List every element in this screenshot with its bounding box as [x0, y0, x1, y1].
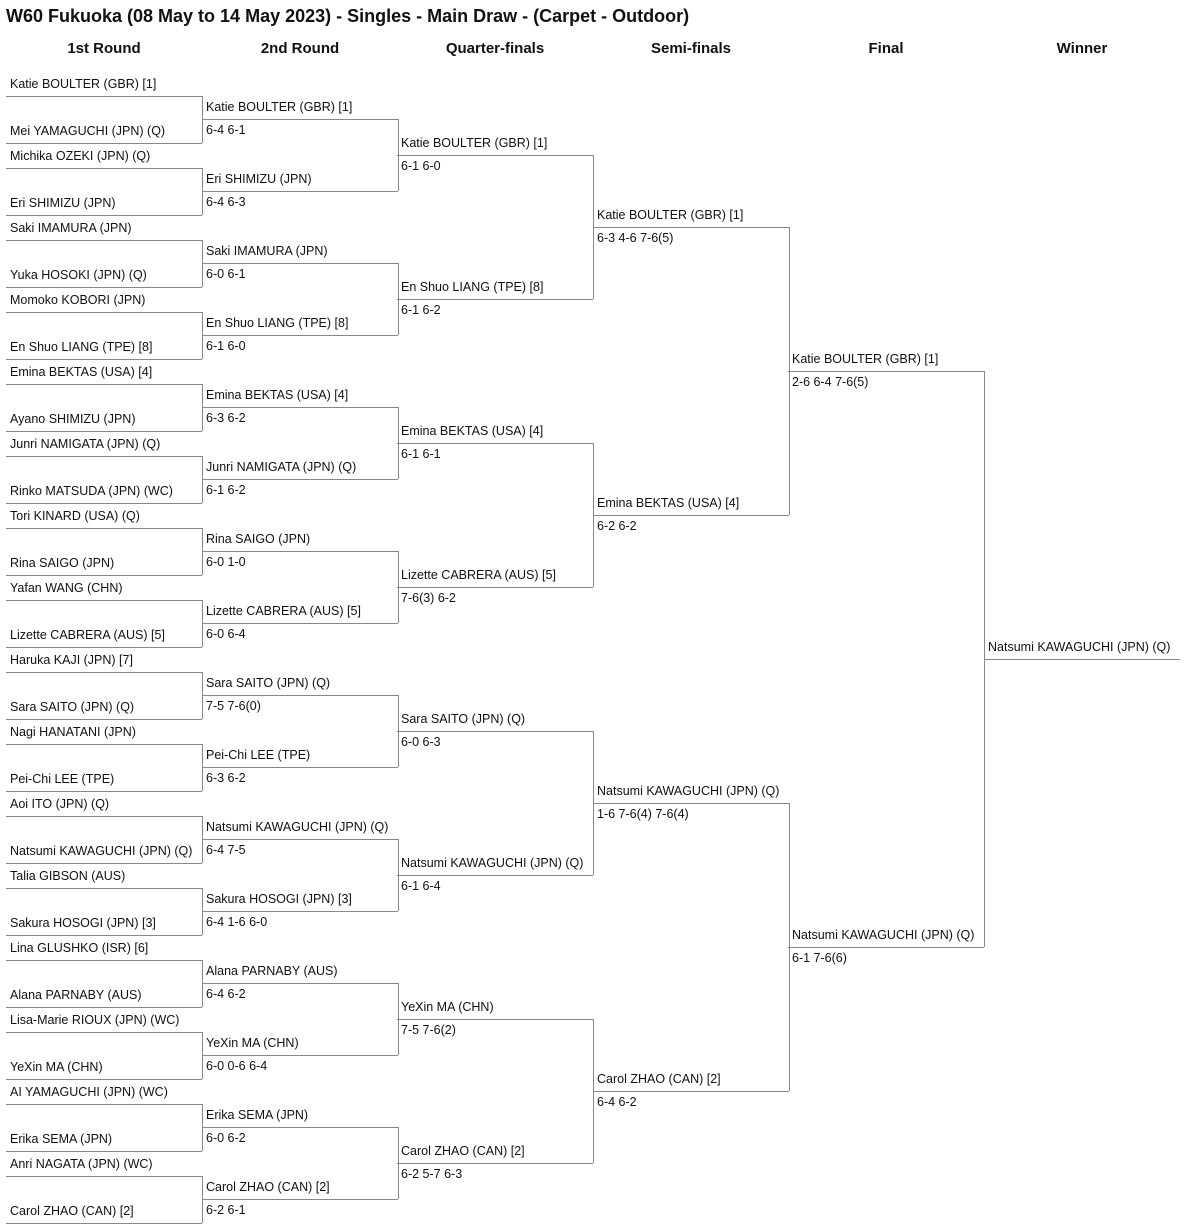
r2-player-name: Katie BOULTER (GBR) [1]	[206, 100, 353, 114]
winner-entry-line	[984, 659, 1180, 660]
r1-entry-line	[6, 863, 202, 864]
r2-entry-line	[202, 191, 398, 192]
r2-match-score: 6-1 6-0	[206, 339, 246, 353]
r2-entry-line	[202, 1199, 398, 1200]
r1-entry-line	[6, 935, 202, 936]
r1-entry-line	[6, 287, 202, 288]
qf-player-name: Natsumi KAWAGUCHI (JPN) (Q)	[401, 856, 584, 870]
qf-match-score: 7-6(3) 6-2	[401, 591, 456, 605]
r1-player-name: Haruka KAJI (JPN) [7]	[10, 652, 133, 667]
qf-player-name: Lizette CABRERA (AUS) [5]	[401, 568, 556, 582]
r1-entry-line	[6, 143, 202, 144]
r1-player-name: Lizette CABRERA (AUS) [5]	[10, 627, 165, 642]
r1-entry-line	[6, 647, 202, 648]
final-match-score: 6-1 7-6(6)	[792, 951, 847, 965]
r1-player-name: Momoko KOBORI (JPN)	[10, 292, 146, 307]
qf-player-name: Sara SAITO (JPN) (Q)	[401, 712, 526, 726]
qf-player-name: En Shuo LIANG (TPE) [8]	[401, 280, 544, 294]
r2-player-name: Natsumi KAWAGUCHI (JPN) (Q)	[206, 820, 389, 834]
r1-player-name: Mei YAMAGUCHI (JPN) (Q)	[10, 123, 166, 138]
r2-match-score: 6-0 6-1	[206, 267, 246, 281]
r1-player-name: Emina BEKTAS (USA) [4]	[10, 364, 153, 379]
r1-entry-line	[6, 960, 202, 961]
winner-player-name: Natsumi KAWAGUCHI (JPN) (Q)	[988, 640, 1171, 654]
qf-match-score: 6-1 6-0	[401, 159, 441, 173]
r1-entry-line	[6, 888, 202, 889]
r1-player-name: Michika OZEKI (JPN) (Q)	[10, 148, 151, 163]
r2-entry-line	[202, 479, 398, 480]
r2-match-score: 6-1 6-2	[206, 483, 246, 497]
r1-entry-line	[6, 528, 202, 529]
sf-player-name: Natsumi KAWAGUCHI (JPN) (Q)	[597, 784, 780, 798]
r2-match-score: 6-0 0-6 6-4	[206, 1059, 268, 1073]
sf-match-score: 1-6 7-6(4) 7-6(4)	[597, 807, 689, 821]
r2-match-score: 6-0 6-4	[206, 627, 246, 641]
r1-entry-line	[6, 600, 202, 601]
sf-player-name: Katie BOULTER (GBR) [1]	[597, 208, 744, 222]
r1-player-name: Sakura HOSOGI (JPN) [3]	[10, 915, 156, 930]
qf-entry-line	[397, 443, 593, 444]
r1-player-name: Lisa-Marie RIOUX (JPN) (WC)	[10, 1012, 180, 1027]
r1-player-name: Alana PARNABY (AUS)	[10, 987, 142, 1002]
final-entry-line	[788, 947, 984, 948]
r2-match-score: 6-4 6-2	[206, 987, 246, 1001]
r2-player-name: Sara SAITO (JPN) (Q)	[206, 676, 331, 690]
r2-player-name: En Shuo LIANG (TPE) [8]	[206, 316, 349, 330]
r2-match-score: 6-4 1-6 6-0	[206, 915, 268, 929]
qf-entry-line	[397, 299, 593, 300]
qf-entry-line	[397, 875, 593, 876]
r1-player-name: Nagi HANATANI (JPN)	[10, 724, 136, 739]
final-player-name: Katie BOULTER (GBR) [1]	[792, 352, 939, 366]
r2-player-name: Carol ZHAO (CAN) [2]	[206, 1180, 330, 1194]
qf-match-score: 6-0 6-3	[401, 735, 441, 749]
r1-player-name: Tori KINARD (USA) (Q)	[10, 508, 140, 523]
r2-player-name: Erika SEMA (JPN)	[206, 1108, 309, 1122]
r1-entry-line	[6, 168, 202, 169]
round-header-semi-finals: Semi-finals	[650, 40, 732, 57]
r1-entry-line	[6, 672, 202, 673]
r2-player-name: Junri NAMIGATA (JPN) (Q)	[206, 460, 357, 474]
r1-entry-line	[6, 240, 202, 241]
r2-match-score: 6-3 6-2	[206, 411, 246, 425]
r1-player-name: Saki IMAMURA (JPN)	[10, 220, 132, 235]
r1-player-name: Natsumi KAWAGUCHI (JPN) (Q)	[10, 843, 193, 858]
r1-entry-line	[6, 1223, 202, 1224]
r1-entry-line	[6, 1104, 202, 1105]
r2-entry-line	[202, 263, 398, 264]
r2-match-score: 6-2 6-1	[206, 1203, 246, 1217]
r2-player-name: Pei-Chi LEE (TPE)	[206, 748, 311, 762]
r1-entry-line	[6, 1007, 202, 1008]
qf-entry-line	[397, 731, 593, 732]
r2-entry-line	[202, 623, 398, 624]
r2-player-name: Lizette CABRERA (AUS) [5]	[206, 604, 361, 618]
r1-entry-line	[6, 215, 202, 216]
r1-player-name: Aoi ITO (JPN) (Q)	[10, 796, 110, 811]
r1-player-name: Eri SHIMIZU (JPN)	[10, 195, 116, 210]
r2-player-name: Rina SAIGO (JPN)	[206, 532, 311, 546]
r1-player-name: AI YAMAGUCHI (JPN) (WC)	[10, 1084, 168, 1099]
r1-entry-line	[6, 719, 202, 720]
r2-match-score: 6-3 6-2	[206, 771, 246, 785]
sf-player-name: Emina BEKTAS (USA) [4]	[597, 496, 740, 510]
qf-player-name: Katie BOULTER (GBR) [1]	[401, 136, 548, 150]
r1-entry-line	[6, 431, 202, 432]
r2-match-score: 6-4 6-3	[206, 195, 246, 209]
r2-player-name: Eri SHIMIZU (JPN)	[206, 172, 312, 186]
r2-match-score: 6-0 1-0	[206, 555, 246, 569]
r1-player-name: Rina SAIGO (JPN)	[10, 555, 115, 570]
r1-entry-line	[6, 384, 202, 385]
r2-entry-line	[202, 119, 398, 120]
r1-player-name: Rinko MATSUDA (JPN) (WC)	[10, 483, 173, 498]
page-title: W60 Fukuoka (08 May to 14 May 2023) - Singles - Main Draw - (Carpet - Outdoor)	[6, 6, 690, 26]
r1-entry-line	[6, 575, 202, 576]
final-player-name: Natsumi KAWAGUCHI (JPN) (Q)	[792, 928, 975, 942]
r1-entry-line	[6, 1176, 202, 1177]
r1-entry-line	[6, 503, 202, 504]
qf-match-score: 6-1 6-4	[401, 879, 441, 893]
r1-entry-line	[6, 96, 202, 97]
qf-match-score: 6-2 5-7 6-3	[401, 1167, 463, 1181]
r2-player-name: Alana PARNABY (AUS)	[206, 964, 338, 978]
qf-player-name: YeXin MA (CHN)	[401, 1000, 494, 1014]
r1-player-name: Ayano SHIMIZU (JPN)	[10, 411, 136, 426]
round-header-winner: Winner	[1056, 40, 1108, 57]
r1-player-name: Junri NAMIGATA (JPN) (Q)	[10, 436, 161, 451]
round-header-final: Final	[868, 40, 904, 57]
qf-player-name: Emina BEKTAS (USA) [4]	[401, 424, 544, 438]
final-entry-line	[788, 371, 984, 372]
r1-entry-line	[6, 359, 202, 360]
sf-player-name: Carol ZHAO (CAN) [2]	[597, 1072, 721, 1086]
r2-entry-line	[202, 407, 398, 408]
r2-entry-line	[202, 335, 398, 336]
qf-entry-line	[397, 587, 593, 588]
r1-player-name: En Shuo LIANG (TPE) [8]	[10, 339, 153, 354]
r1-player-name: Pei-Chi LEE (TPE)	[10, 771, 115, 786]
r1-entry-line	[6, 1151, 202, 1152]
qf-entry-line	[397, 1163, 593, 1164]
r1-entry-line	[6, 1032, 202, 1033]
r1-player-name: Carol ZHAO (CAN) [2]	[10, 1203, 134, 1218]
r2-player-name: Sakura HOSOGI (JPN) [3]	[206, 892, 352, 906]
qf-match-score: 6-1 6-2	[401, 303, 441, 317]
r1-entry-line	[6, 744, 202, 745]
r2-entry-line	[202, 1127, 398, 1128]
sf-entry-line	[593, 515, 789, 516]
r1-player-name: YeXin MA (CHN)	[10, 1059, 103, 1074]
r1-entry-line	[6, 312, 202, 313]
qf-player-name: Carol ZHAO (CAN) [2]	[401, 1144, 525, 1158]
sf-match-score: 6-3 4-6 7-6(5)	[597, 231, 674, 245]
r1-player-name: Talia GIBSON (AUS)	[10, 868, 126, 883]
round-header-quarter-finals: Quarter-finals	[445, 40, 545, 57]
sf-match-score: 6-4 6-2	[597, 1095, 637, 1109]
r1-entry-line	[6, 1079, 202, 1080]
r1-player-name: Lina GLUSHKO (ISR) [6]	[10, 940, 149, 955]
r2-match-score: 6-4 7-5	[206, 843, 246, 857]
r1-player-name: Anri NAGATA (JPN) (WC)	[10, 1156, 153, 1171]
r2-entry-line	[202, 839, 398, 840]
r1-entry-line	[6, 816, 202, 817]
final-match-score: 2-6 6-4 7-6(5)	[792, 375, 869, 389]
r1-player-name: Erika SEMA (JPN)	[10, 1131, 113, 1146]
sf-entry-line	[593, 227, 789, 228]
r1-player-name: Yuka HOSOKI (JPN) (Q)	[10, 267, 147, 282]
round-header-2nd-round: 2nd Round	[260, 40, 340, 57]
r2-entry-line	[202, 1055, 398, 1056]
r1-entry-line	[6, 456, 202, 457]
r2-entry-line	[202, 767, 398, 768]
qf-entry-line	[397, 155, 593, 156]
r1-player-name: Yafan WANG (CHN)	[10, 580, 123, 595]
sf-entry-line	[593, 803, 789, 804]
sf-match-score: 6-2 6-2	[597, 519, 637, 533]
r2-entry-line	[202, 695, 398, 696]
r2-match-score: 6-0 6-2	[206, 1131, 246, 1145]
r2-player-name: YeXin MA (CHN)	[206, 1036, 299, 1050]
r1-player-name: Katie BOULTER (GBR) [1]	[10, 76, 157, 91]
r2-entry-line	[202, 983, 398, 984]
qf-match-score: 7-5 7-6(2)	[401, 1023, 456, 1037]
r1-entry-line	[6, 791, 202, 792]
qf-entry-line	[397, 1019, 593, 1020]
qf-match-score: 6-1 6-1	[401, 447, 441, 461]
r2-match-score: 6-4 6-1	[206, 123, 246, 137]
sf-entry-line	[593, 1091, 789, 1092]
r2-entry-line	[202, 551, 398, 552]
r2-entry-line	[202, 911, 398, 912]
r2-player-name: Emina BEKTAS (USA) [4]	[206, 388, 349, 402]
r2-player-name: Saki IMAMURA (JPN)	[206, 244, 328, 258]
r2-match-score: 7-5 7-6(0)	[206, 699, 261, 713]
round-header-1st-round: 1st Round	[67, 40, 141, 57]
r1-player-name: Sara SAITO (JPN) (Q)	[10, 699, 135, 714]
